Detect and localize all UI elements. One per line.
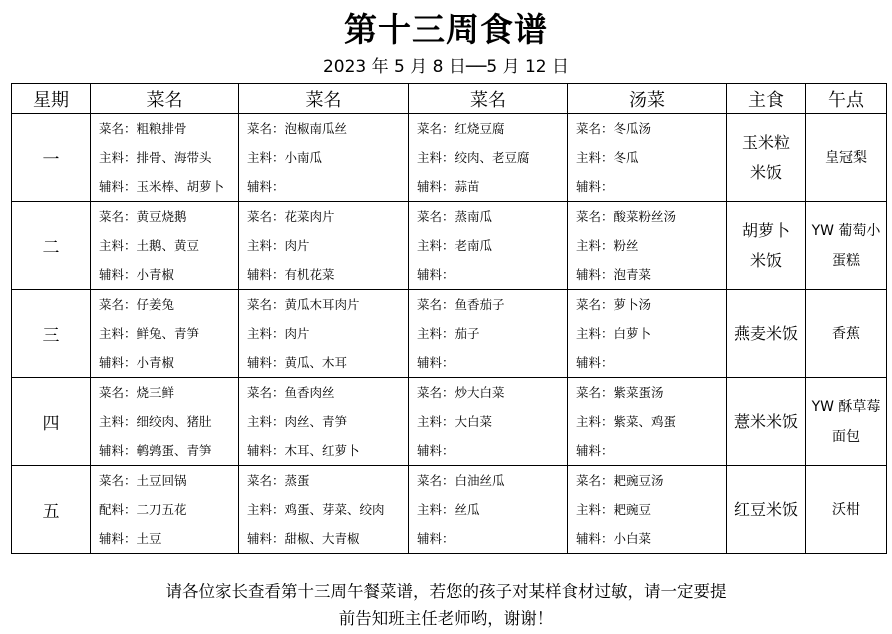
- staple-line: 米饭: [749, 162, 782, 182]
- dish-line: 辅料：泡青菜: [576, 267, 652, 282]
- dish-line: 菜名：红烧豆腐: [417, 121, 505, 136]
- dish-line: 菜名：耙豌豆汤: [576, 473, 664, 488]
- header-weekday: 星期: [12, 84, 91, 114]
- snack-cell: [806, 202, 887, 290]
- dish-line: 配料：二刀五花: [99, 502, 187, 517]
- snack-line: 皇冠梨: [825, 149, 867, 166]
- dish-line: 菜名：冬瓜汤: [576, 121, 652, 136]
- dish-line: 主料：细绞肉、猪肚: [99, 414, 212, 429]
- soup-cell: [568, 202, 727, 290]
- weekday-cell: 一: [12, 114, 91, 202]
- dish-line: 主料：冬瓜: [576, 150, 639, 165]
- snack-cell: [806, 466, 887, 554]
- dish-line: 主料：肉片: [247, 238, 310, 253]
- header-snack: 午点: [806, 84, 887, 114]
- dish-line: 主料：肉片: [247, 326, 310, 341]
- dish-line: 菜名：黄豆烧鹅: [99, 209, 187, 224]
- notice-line: 请各位家长查看第十三周午餐菜谱，若您的孩子对某样食材过敏，请一定要提: [165, 582, 727, 601]
- dish-line: 辅料：甜椒、大青椒: [247, 531, 360, 546]
- notice-text: [0, 578, 892, 632]
- snack-cell: [806, 378, 887, 466]
- table-row: [12, 114, 887, 202]
- dish-1-cell: [91, 290, 239, 378]
- dish-line: 辅料：蒜苗: [417, 179, 480, 194]
- dish-line: 辅料：: [576, 179, 614, 194]
- soup-cell: [568, 466, 727, 554]
- dish-line: 菜名：泡椒南瓜丝: [247, 121, 348, 136]
- dish-line: 辅料：有机花菜: [247, 267, 335, 282]
- dish-line: 主料：紫菜、鸡蛋: [576, 414, 677, 429]
- page-title: 第十三周食谱: [344, 10, 548, 49]
- dish-line: 主料：丝瓜: [417, 502, 480, 517]
- dish-line: 辅料：土豆: [99, 531, 162, 546]
- header-row: [12, 84, 887, 114]
- staple-cell: [727, 202, 806, 290]
- dish-3-cell: [409, 378, 568, 466]
- dish-1-cell: [91, 202, 239, 290]
- dish-line: 菜名：鱼香茄子: [417, 297, 505, 312]
- header-dish-1: 菜名: [91, 84, 239, 114]
- snack-cell: [806, 290, 887, 378]
- dish-line: 主料：排骨、海带头: [99, 150, 212, 165]
- dish-line: 主料：茄子: [417, 326, 480, 341]
- dish-line: 辅料：: [417, 355, 455, 370]
- menu-table: [11, 83, 887, 554]
- snack-line: YW 酥草莓: [811, 398, 881, 415]
- weekday-cell: 二: [12, 202, 91, 290]
- weekday-cell: 五: [12, 466, 91, 554]
- dish-line: 菜名：土豆回锅: [99, 473, 187, 488]
- date-range: 2023 年 5 月 8 日──5 月 12 日: [322, 57, 570, 77]
- soup-cell: [568, 290, 727, 378]
- staple-line: 燕麦米饭: [733, 323, 798, 343]
- header-dish-2: 菜名: [239, 84, 409, 114]
- dish-line: 菜名：黄瓜木耳肉片: [247, 297, 360, 312]
- dish-3-cell: [409, 290, 568, 378]
- dish-2-cell: [239, 114, 409, 202]
- dish-line: 菜名：萝卜汤: [576, 297, 652, 312]
- dish-line: 菜名：炒大白菜: [417, 385, 505, 400]
- dish-line: 菜名：白油丝瓜: [417, 473, 505, 488]
- dish-line: 菜名：粗粮排骨: [99, 121, 187, 136]
- dish-1-cell: [91, 114, 239, 202]
- snack-line: 蛋糕: [832, 252, 860, 269]
- dish-line: 主料：鸡蛋、芽菜、绞肉: [247, 502, 385, 517]
- dish-line: 辅料：黄瓜、木耳: [247, 355, 348, 370]
- dish-line: 菜名：鱼香肉丝: [247, 385, 335, 400]
- dish-line: 辅料：木耳、红萝卜: [247, 443, 360, 458]
- dish-2-cell: [239, 466, 409, 554]
- dish-2-cell: [239, 202, 409, 290]
- dish-line: 主料：鲜兔、青笋: [99, 326, 200, 341]
- dish-3-cell: [409, 114, 568, 202]
- staple-cell: [727, 114, 806, 202]
- snack-line: 沃柑: [832, 501, 860, 518]
- dish-line: 菜名：紫菜蛋汤: [576, 385, 664, 400]
- dish-line: 主料：绞肉、老豆腐: [417, 150, 530, 165]
- dish-line: 主料：小南瓜: [247, 150, 323, 165]
- staple-cell: [727, 290, 806, 378]
- weekday-cell: 四: [12, 378, 91, 466]
- staple-line: 红豆米饭: [733, 499, 798, 519]
- weekday-cell: 三: [12, 290, 91, 378]
- staple-cell: [727, 466, 806, 554]
- dish-line: 菜名：蒸蛋: [247, 473, 310, 488]
- dish-3-cell: [409, 202, 568, 290]
- table-row: [12, 202, 887, 290]
- dish-line: 辅料：: [576, 355, 614, 370]
- dish-line: 辅料：: [247, 179, 285, 194]
- dish-line: 主料：肉丝、青笋: [247, 414, 348, 429]
- snack-line: 香蕉: [832, 325, 860, 342]
- dish-line: 菜名：花菜肉片: [247, 209, 335, 224]
- snack-line: 面包: [832, 428, 860, 445]
- table-row: [12, 290, 887, 378]
- dish-line: 主料：大白菜: [417, 414, 493, 429]
- dish-line: 主料：粉丝: [576, 238, 639, 253]
- dish-2-cell: [239, 378, 409, 466]
- header-staple: 主食: [727, 84, 806, 114]
- dish-line: 辅料：: [576, 443, 614, 458]
- notice-line: 前告知班主任老师哟，谢谢！: [338, 609, 554, 628]
- dish-2-cell: [239, 290, 409, 378]
- table-row: [12, 378, 887, 466]
- dish-line: 辅料：: [417, 267, 455, 282]
- dish-line: 辅料：小白菜: [576, 531, 652, 546]
- staple-line: 米饭: [749, 250, 782, 270]
- dish-line: 辅料：: [417, 531, 455, 546]
- soup-cell: [568, 114, 727, 202]
- dish-line: 主料：耙豌豆: [576, 502, 652, 517]
- table-row: [12, 466, 887, 554]
- header-dish-3: 菜名: [409, 84, 568, 114]
- staple-line: 薏米米饭: [733, 411, 798, 431]
- dish-line: 菜名：酸菜粉丝汤: [576, 209, 677, 224]
- dish-line: 主料：老南瓜: [417, 238, 493, 253]
- dish-1-cell: [91, 378, 239, 466]
- dish-line: 辅料：鹌鹑蛋、青笋: [99, 443, 212, 458]
- dish-line: 辅料：小青椒: [99, 355, 175, 370]
- dish-line: 菜名：仔姜兔: [99, 297, 175, 312]
- staple-cell: [727, 378, 806, 466]
- snack-cell: [806, 114, 887, 202]
- dish-line: 辅料：: [417, 443, 455, 458]
- dish-1-cell: [91, 466, 239, 554]
- dish-line: 辅料：小青椒: [99, 267, 175, 282]
- dish-line: 菜名：蒸南瓜: [417, 209, 493, 224]
- dish-line: 主料：白萝卜: [576, 326, 652, 341]
- dish-3-cell: [409, 466, 568, 554]
- soup-cell: [568, 378, 727, 466]
- dish-line: 主料：土鹅、黄豆: [99, 238, 200, 253]
- snack-line: YW 葡萄小: [811, 222, 881, 239]
- dish-line: 辅料：玉米棒、胡萝卜: [99, 179, 225, 194]
- staple-line: 胡萝卜: [741, 220, 790, 240]
- staple-line: 玉米粒: [741, 132, 790, 152]
- header-soup: 汤菜: [568, 84, 727, 114]
- dish-line: 菜名：烧三鲜: [99, 385, 175, 400]
